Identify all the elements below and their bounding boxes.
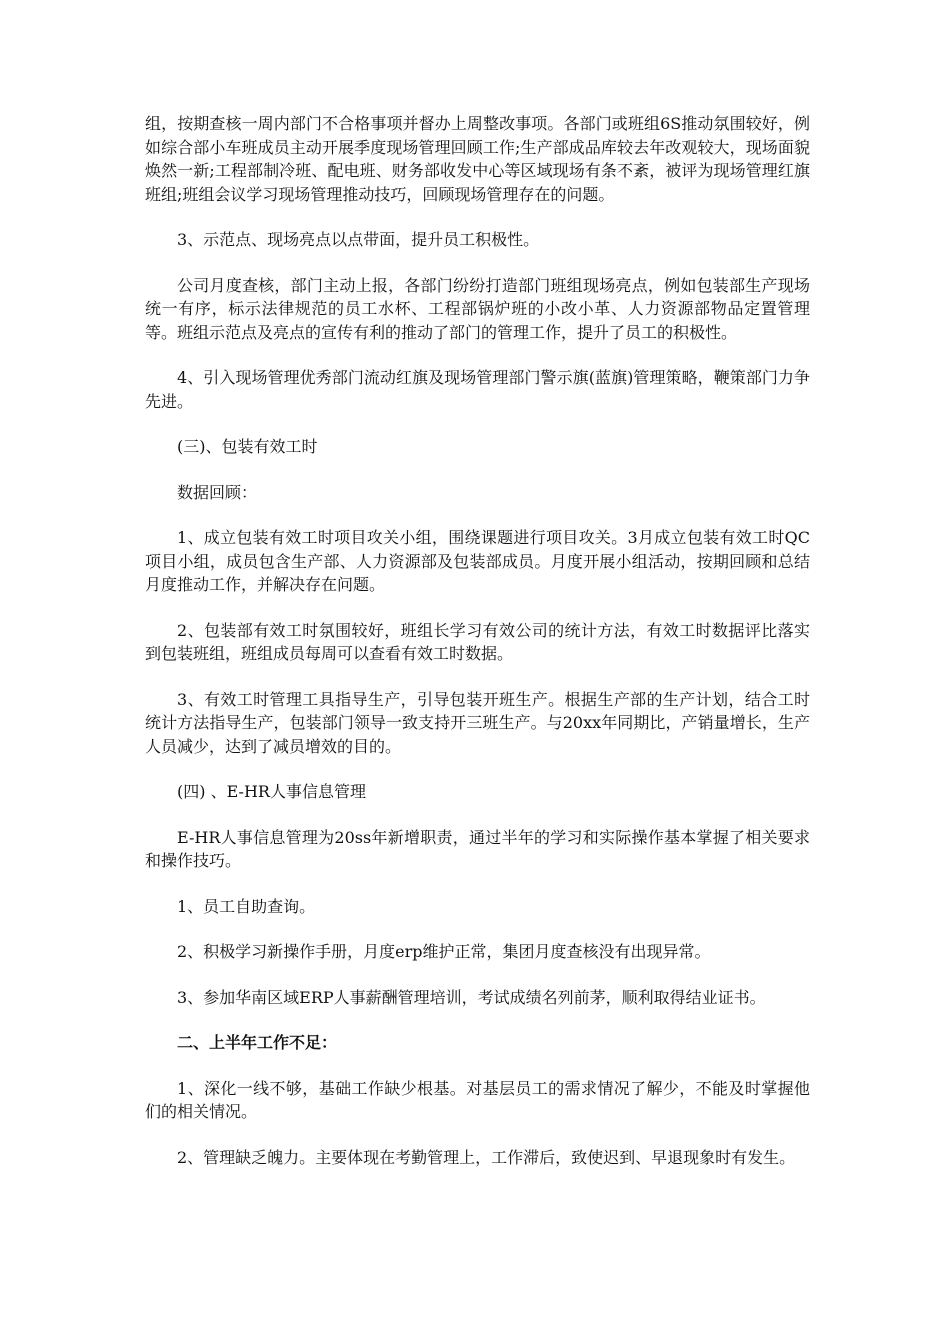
item-self-service-query: 1、员工自助查询。 [177,896,316,916]
section-heading-packaging-hours: (三)、包装有效工时 [177,437,318,456]
item-hours-tool: 3、有效工时管理工具指导生产，引导包装开班生产。根据生产部的生产计划，结合工时统计方法指导生产，包装部门领导一致支持开三班生产。与20xx年同期比，产销量增长，生产人员减少，达到了减员增效的目的。 [145,689,810,756]
paragraph-ehr-intro: E-HR人事信息管理为20ss年新增职责，通过半年的学习和实际操作基本掌握了相关要求和操作技巧。 [145,827,810,870]
paragraph-monthly-check: 公司月度查核，部门主动上报，各部门纷纷打造部门班组现场亮点，例如包装部生产现场统一有序，标示法律规范的员工水杯、工程部锅炉班的小改小革、人力资源部物品定置管理等。班组示范点及亮点的宣传有利的推动了部门的管理工作，提升了员工的积极性。 [145,275,810,342]
item-management-courage: 2、管理缺乏魄力。主要体现在考勤管理上，工作滞后，致使迟到、早退现象时有发生。 [177,1147,796,1167]
item-erp-manual: 2、积极学习新操作手册，月度erp维护正常，集团月度查核没有出现异常。 [177,942,711,961]
item-packaging-qc-group: 1、成立包装有效工时项目攻关小组，围绕课题进行项目攻关。3月成立包装有效工时QC项目小组，成员包含生产部、人力资源部及包装部成员。月度开展小组活动，按期回顾和总结月度推动工作，并解决存在问题。 [145,528,810,594]
section-heading-shortcomings: 二、上半年工作不足： [177,1033,338,1052]
item-demo-points: 3、示范点、现场亮点以点带面，提升员工积极性。 [177,230,540,249]
document-body [145,112,810,1191]
item-frontline-depth: 1、深化一线不够，基础工作缺少根基。对基层员工的需求情况了解少，不能及时掌握他们的相关情况。 [145,1078,810,1121]
label-data-review: 数据回顾： [177,482,258,502]
section-heading-ehr: (四) 、E-HR人事信息管理 [177,782,366,801]
item-packaging-atmosphere: 2、包装部有效工时氛围较好，班组长学习有效公司的统计方法，有效工时数据评比落实到包装班组，班组成员每周可以查看有效工时数据。 [145,620,810,663]
item-erp-training: 3、参加华南区域ERP人事薪酬管理培训，考试成绩名列前茅，顺利取得结业证书。 [177,987,766,1007]
item-red-flag-strategy: 4、引入现场管理优秀部门流动红旗及现场管理部门警示旗(蓝旗)管理策略，鞭策部门力争先进。 [145,368,810,411]
paragraph-6s-promotion: 组，按期查核一周内部门不合格事项并督办上周整改事项。各部门或班组6S推动氛围较好，例如综合部小车班成员主动开展季度现场管理回顾工作;生产部成品库较去年改观较大，现场面貌焕然一新;工程部制冷班、配电班、财务部收发中心等区域现场有条不紊，被评为现场管理红旗班组;班组会议学习现场管理推动技巧，回顾现场管理存在的问题。 [145,114,810,204]
